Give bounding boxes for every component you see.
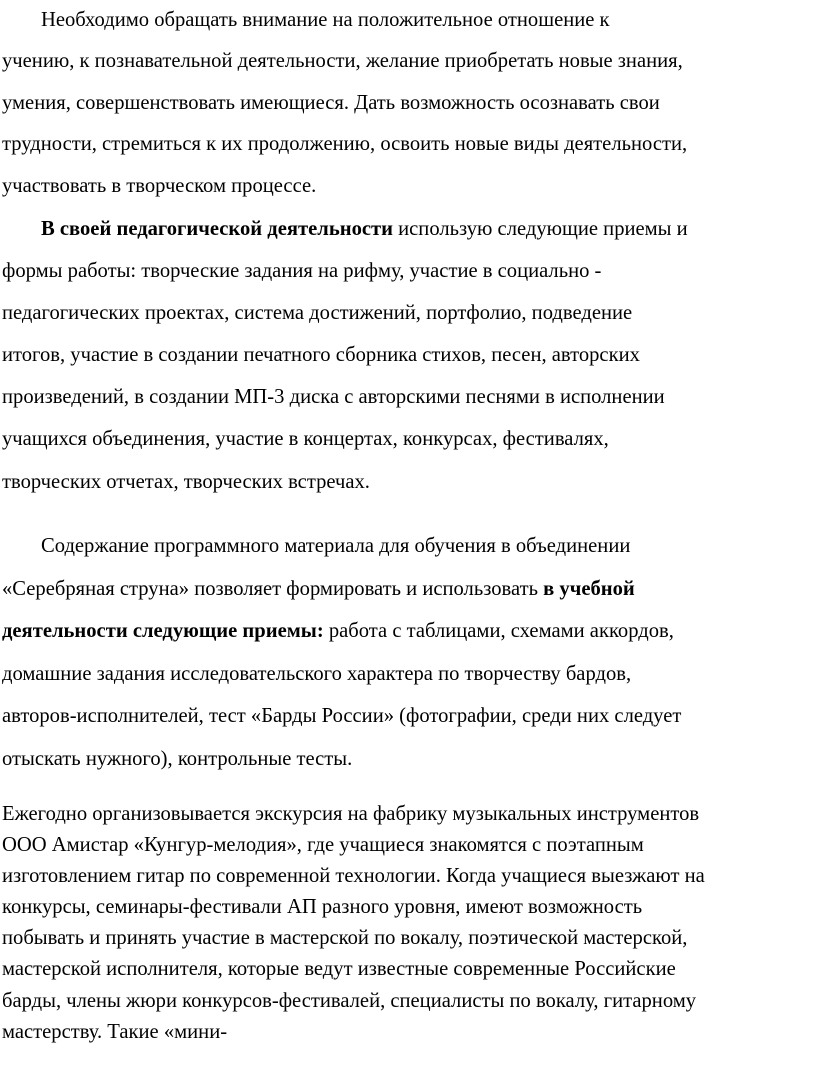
text-line: изготовлением гитар по современной технологии. Когда учащиеся выезжают на xyxy=(2,865,705,888)
text-line xyxy=(2,208,812,250)
text-line: побывать и принять участие в мастерской по вокалу, поэтической мастерской, xyxy=(2,927,688,950)
text-line: учению, к познавательной деятельности, желание приобретать новые знания, xyxy=(2,50,683,73)
text-line: мастерству. Такие «мини- xyxy=(2,1020,228,1043)
text-line xyxy=(2,610,812,653)
text-fragment: работа с таблицами, схемами аккордов, xyxy=(323,620,674,643)
text-line: трудности, стремиться к их продолжению, освоить новые виды деятельности, xyxy=(2,133,688,156)
text-line: авторов-исполнителей, тест «Барды России» (фотографии, среди них следует xyxy=(2,705,682,728)
text-line: ООО Амистар «Кунгур-мелодия», где учащиеся знакомятся с поэтапным xyxy=(2,834,644,857)
text-line: умения, совершенствовать имеющиеся. Дать возможность осознавать свои xyxy=(2,91,660,114)
text-line: участвовать в творческом процессе. xyxy=(2,174,317,197)
bold-phrase: В своей педагогической деятельности xyxy=(41,218,393,240)
paragraph-excursion xyxy=(2,799,812,1048)
text-line: формы работы: творческие задания на рифму, участие в социально - xyxy=(2,260,602,283)
text-line: итогов, участие в создании печатного сборника стихов, песен, авторских xyxy=(2,344,640,367)
paragraph-program-content xyxy=(2,525,812,781)
text-fragment: «Серебряная струна» позволяет формировать и использовать xyxy=(2,577,544,600)
text-line: мастерской исполнителя, которые ведут известные современные Российские xyxy=(2,958,676,981)
text-line: творческих отчетах, творческих встречах. xyxy=(2,470,370,493)
text-line: конкурсы, семинары-фестивали АП разного уровня, имеют возможность xyxy=(2,896,643,919)
text-line: Содержание программного материала для обучения в объединении xyxy=(41,535,631,557)
text-line: учащихся объединения, участие в концертах, конкурсах, фестивалях, xyxy=(2,428,609,451)
text-line: барды, члены жюри конкурсов-фестивалей, специалисты по вокалу, гитарному xyxy=(2,989,697,1012)
paragraph-attitude xyxy=(2,0,812,207)
bold-phrase: в учебной xyxy=(543,577,635,600)
paragraph-methods xyxy=(2,208,812,503)
text-fragment: использую следующие приемы и xyxy=(393,218,688,240)
bold-phrase: деятельности следующие приемы: xyxy=(2,620,324,643)
text-line: произведений, в создании МП-3 диска с авторскими песнями в исполнении xyxy=(2,386,665,409)
text-line: педагогических проектах, система достижений, портфолио, подведение xyxy=(2,302,633,325)
text-line: домашние задания исследовательского характера по творчеству бардов, xyxy=(2,662,632,685)
text-line: Необходимо обращать внимание на положительное отношение к xyxy=(41,9,610,31)
text-line: Ежегодно организовывается экскурсия на фабрику музыкальных инструментов xyxy=(2,803,700,825)
text-line: отыскать нужного), контрольные тесты. xyxy=(2,747,353,770)
text-line xyxy=(2,568,812,611)
